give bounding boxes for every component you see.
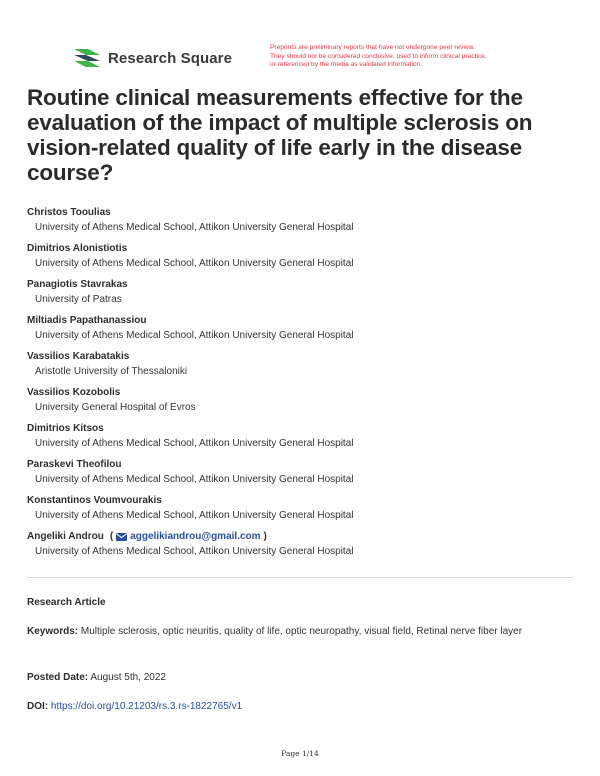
doi-label: DOI:	[27, 701, 49, 712]
author-affiliation: University General Hospital of Evros	[35, 402, 196, 413]
keywords-label: Keywords:	[27, 626, 79, 637]
author-entry	[27, 349, 567, 385]
doi-link[interactable]: https://doi.org/10.21203/rs.3.rs-1822765/v1	[50, 701, 243, 712]
author-affiliation: University of Athens Medical School, Attikon University General Hospital	[35, 330, 354, 341]
author-entry	[27, 457, 567, 493]
author-affiliation: University of Athens Medical School, Attikon University General Hospital	[35, 222, 354, 233]
author-affiliation: University of Athens Medical School, Attikon University General Hospital	[35, 510, 354, 521]
author-list	[27, 205, 567, 565]
section-divider	[27, 577, 573, 578]
author-name: Vassilios Kozobolis	[27, 387, 121, 398]
author-entry	[27, 385, 567, 421]
posted-date: August 5th, 2022	[90, 672, 166, 683]
page-number: Page 1/14	[281, 749, 319, 758]
author-email-link[interactable]: aggelikiandrou@gmail.com	[130, 531, 261, 542]
author-name: Christos Tooulias	[27, 207, 111, 218]
author-name: Miltiadis Papathanassiou	[27, 315, 147, 326]
author-name: Paraskevi Theofilou	[27, 459, 122, 470]
author-name: Vassilios Karabatakis	[27, 351, 130, 362]
preprint-notice	[270, 44, 550, 70]
keywords-block	[27, 624, 573, 640]
envelope-icon	[116, 533, 127, 541]
posted-date-label: Posted Date:	[27, 672, 89, 683]
author-name: Dimitrios Kitsos	[27, 423, 104, 434]
author-email-group	[110, 530, 267, 544]
author-entry	[27, 277, 567, 313]
preprint-notice-line: Preprints are preliminary reports that have not undergone peer review.	[270, 44, 475, 51]
author-affiliation: Aristotle University of Thessaloniki	[35, 366, 188, 377]
author-name: Dimitrios Alonistiotis	[27, 243, 128, 254]
corresponding-author-name	[27, 529, 567, 545]
posted-date-block	[27, 670, 573, 686]
preprint-notice-line: They should not be considered conclusive, used to inform clinical practice,	[270, 52, 487, 60]
author-affiliation: University of Athens Medical School, Attikon University General Hospital	[35, 546, 354, 557]
author-entry	[27, 241, 567, 277]
email-open-paren: (	[109, 531, 114, 542]
doi-block	[27, 699, 573, 715]
author-entry	[27, 205, 567, 241]
author-affiliation: University of Athens Medical School, Attikon University General Hospital	[35, 474, 354, 485]
author-entry	[27, 313, 567, 349]
author-entry	[27, 529, 567, 565]
keywords-text: Multiple sclerosis, optic neuritis, quality of life, optic neuropathy, visual field, Retinal nerve fiber layer	[80, 626, 523, 637]
author-affiliation: University of Athens Medical School, Attikon University General Hospital	[35, 438, 354, 449]
logo-text: Research Square	[108, 49, 233, 67]
research-square-logo[interactable]	[72, 46, 232, 70]
header	[72, 44, 542, 80]
author-name: Konstantinos Voumvourakis	[27, 495, 162, 506]
author-affiliation: University of Athens Medical School, Attikon University General Hospital	[35, 258, 354, 269]
paper-title: Routine clinical measurements effective for the evaluation of the impact of multiple sclerosis on vision-related quality of life early in the disease course?	[27, 85, 533, 185]
author-affiliation: University of Patras	[35, 294, 122, 305]
author-entry	[27, 493, 567, 529]
author-name: Panagiotis Stavrakas	[27, 279, 128, 290]
preprint-notice-line: or referenced by the media as validated information.	[270, 61, 423, 69]
article-type: Research Article	[27, 597, 106, 608]
research-square-logo-icon	[72, 46, 102, 70]
author-entry	[27, 421, 567, 457]
email-close-paren: )	[263, 531, 267, 542]
author-name: Angeliki Androu	[27, 531, 104, 542]
